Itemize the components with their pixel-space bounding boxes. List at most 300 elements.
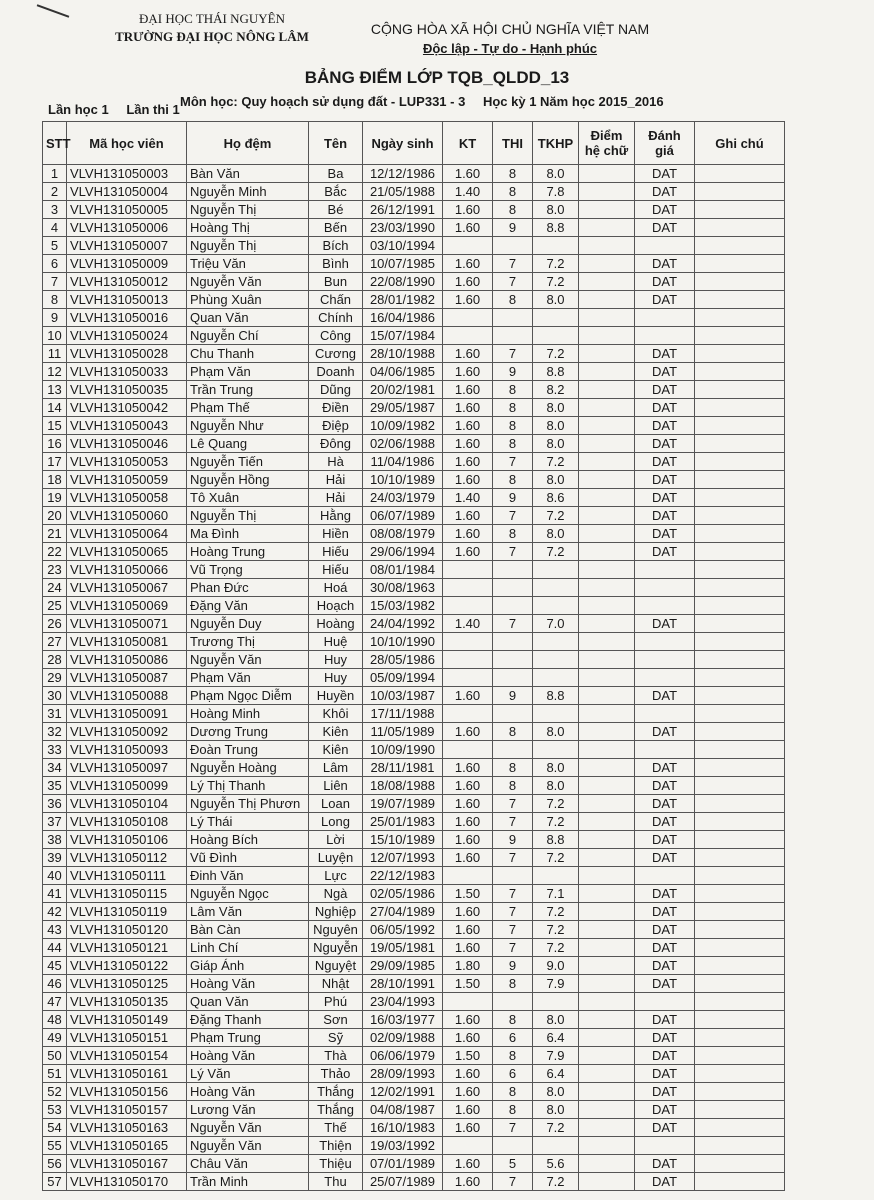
final-score-cell: 8.0 xyxy=(533,399,579,417)
letter-grade-cell xyxy=(579,597,635,615)
school-name: TRƯỜNG ĐẠI HỌC NÔNG LÂM xyxy=(115,29,309,44)
middle-name-cell: Lý Thị Thanh xyxy=(187,777,309,795)
letter-grade-cell xyxy=(579,777,635,795)
birth-date-cell: 10/10/1989 xyxy=(363,471,443,489)
student-id-cell: VLVH131050156 xyxy=(67,1083,187,1101)
final-score-cell: 8.8 xyxy=(533,687,579,705)
national-motto: Độc lập - Tự do - Hạnh phúc xyxy=(422,41,598,56)
exam-score-cell: 8 xyxy=(493,1047,533,1065)
table-row xyxy=(43,309,785,327)
first-name-cell: Lời xyxy=(309,831,363,849)
middle-name-cell: Ma Đình xyxy=(187,525,309,543)
table-row xyxy=(43,831,785,849)
semester-label: Học kỳ 1 Năm học 2015_2016 xyxy=(482,94,664,109)
final-score-cell: 8.6 xyxy=(533,489,579,507)
first-name-cell: Thắng xyxy=(309,1101,363,1119)
middle-name-cell: Đoàn Trung xyxy=(187,741,309,759)
letter-grade-cell xyxy=(579,525,635,543)
student-id-cell: VLVH131050112 xyxy=(67,849,187,867)
middle-name-cell: Giáp Ánh xyxy=(187,957,309,975)
evaluation-cell: DAT xyxy=(635,489,695,507)
birth-date-cell: 15/10/1989 xyxy=(363,831,443,849)
birth-date-cell: 21/05/1988 xyxy=(363,183,443,201)
note-cell xyxy=(695,561,785,579)
first-name-cell: Bun xyxy=(309,273,363,291)
final-score-cell: 7.1 xyxy=(533,885,579,903)
middle-name-cell: Tô Xuân xyxy=(187,489,309,507)
final-score-cell: 8.8 xyxy=(533,363,579,381)
middle-name-cell: Nguyễn Thị xyxy=(187,201,309,219)
evaluation-cell: DAT xyxy=(635,885,695,903)
evaluation-cell xyxy=(635,705,695,723)
col-letter-grade-header: Điểm hệ chữ xyxy=(579,122,635,165)
student-id-cell: VLVH131050135 xyxy=(67,993,187,1011)
exam-score-cell: 7 xyxy=(493,273,533,291)
evaluation-cell xyxy=(635,579,695,597)
table-row xyxy=(43,507,785,525)
note-cell xyxy=(695,1137,785,1155)
first-name-cell: Hiếu xyxy=(309,543,363,561)
evaluation-cell: DAT xyxy=(635,525,695,543)
birth-date-cell: 16/03/1977 xyxy=(363,1011,443,1029)
exam-session: Lần thi 1 xyxy=(126,102,180,117)
middle-name-cell: Nguyễn Văn xyxy=(187,651,309,669)
final-score-cell xyxy=(533,237,579,255)
kt-score-cell: 1.60 xyxy=(443,1083,493,1101)
table-row xyxy=(43,921,785,939)
birth-date-cell: 12/12/1986 xyxy=(363,165,443,183)
evaluation-cell: DAT xyxy=(635,921,695,939)
letter-grade-cell xyxy=(579,363,635,381)
first-name-cell: Bích xyxy=(309,237,363,255)
final-score-cell: 7.2 xyxy=(533,903,579,921)
kt-score-cell xyxy=(443,705,493,723)
kt-score-cell: 1.50 xyxy=(443,975,493,993)
middle-name-cell: Lý Thái xyxy=(187,813,309,831)
note-cell xyxy=(695,579,785,597)
row-number-cell: 36 xyxy=(43,795,67,813)
exam-score-cell xyxy=(493,597,533,615)
middle-name-cell: Nguyễn Văn xyxy=(187,273,309,291)
student-id-cell: VLVH131050028 xyxy=(67,345,187,363)
middle-name-cell: Hoàng Văn xyxy=(187,1083,309,1101)
birth-date-cell: 22/08/1990 xyxy=(363,273,443,291)
letter-grade-cell xyxy=(579,1173,635,1191)
middle-name-cell: Nguyễn Văn xyxy=(187,1137,309,1155)
exam-score-cell: 7 xyxy=(493,885,533,903)
first-name-cell: Bắc xyxy=(309,183,363,201)
evaluation-cell: DAT xyxy=(635,1047,695,1065)
letter-grade-cell xyxy=(579,1083,635,1101)
exam-score-cell: 8 xyxy=(493,777,533,795)
table-row xyxy=(43,903,785,921)
note-cell xyxy=(695,867,785,885)
final-score-cell: 8.0 xyxy=(533,291,579,309)
middle-name-cell: Phùng Xuân xyxy=(187,291,309,309)
first-name-cell: Hà xyxy=(309,453,363,471)
middle-name-cell: Hoàng Trung xyxy=(187,543,309,561)
middle-name-cell: Hoàng Văn xyxy=(187,1047,309,1065)
middle-name-cell: Phạm Văn xyxy=(187,669,309,687)
exam-score-cell xyxy=(493,561,533,579)
final-score-cell xyxy=(533,669,579,687)
kt-score-cell xyxy=(443,597,493,615)
row-number-cell: 9 xyxy=(43,309,67,327)
middle-name-cell: Triệu Văn xyxy=(187,255,309,273)
letter-grade-cell xyxy=(579,975,635,993)
kt-score-cell: 1.60 xyxy=(443,1155,493,1173)
institution-header xyxy=(82,10,342,46)
final-score-cell: 8.0 xyxy=(533,1083,579,1101)
first-name-cell: Điền xyxy=(309,399,363,417)
final-score-cell: 8.2 xyxy=(533,381,579,399)
first-name-cell: Lực xyxy=(309,867,363,885)
first-name-cell: Huệ xyxy=(309,633,363,651)
evaluation-cell: DAT xyxy=(635,543,695,561)
birth-date-cell: 04/06/1985 xyxy=(363,363,443,381)
final-score-cell: 7.2 xyxy=(533,939,579,957)
table-row xyxy=(43,291,785,309)
table-row xyxy=(43,201,785,219)
exam-score-cell: 7 xyxy=(493,1173,533,1191)
exam-score-cell: 8 xyxy=(493,1011,533,1029)
exam-score-cell: 6 xyxy=(493,1065,533,1083)
note-cell xyxy=(695,1011,785,1029)
row-number-cell: 43 xyxy=(43,921,67,939)
col-evaluation-header: Đánh giá xyxy=(635,122,695,165)
table-row xyxy=(43,453,785,471)
student-id-cell: VLVH131050069 xyxy=(67,597,187,615)
row-number-cell: 47 xyxy=(43,993,67,1011)
birth-date-cell: 28/11/1981 xyxy=(363,759,443,777)
exam-score-cell: 8 xyxy=(493,1101,533,1119)
row-number-cell: 5 xyxy=(43,237,67,255)
student-id-cell: VLVH131050125 xyxy=(67,975,187,993)
first-name-cell: Chấn xyxy=(309,291,363,309)
note-cell xyxy=(695,489,785,507)
note-cell xyxy=(695,1083,785,1101)
middle-name-cell: Lâm Văn xyxy=(187,903,309,921)
note-cell xyxy=(695,219,785,237)
letter-grade-cell xyxy=(579,1119,635,1137)
row-number-cell: 29 xyxy=(43,669,67,687)
first-name-cell: Nhật xyxy=(309,975,363,993)
kt-score-cell xyxy=(443,669,493,687)
note-cell xyxy=(695,1101,785,1119)
first-name-cell: Công xyxy=(309,327,363,345)
letter-grade-cell xyxy=(579,1029,635,1047)
birth-date-cell: 22/12/1983 xyxy=(363,867,443,885)
birth-date-cell: 27/04/1989 xyxy=(363,903,443,921)
row-number-cell: 42 xyxy=(43,903,67,921)
middle-name-cell: Nguyễn Thị Phươn xyxy=(187,795,309,813)
student-id-cell: VLVH131050046 xyxy=(67,435,187,453)
kt-score-cell: 1.60 xyxy=(443,813,493,831)
row-number-cell: 52 xyxy=(43,1083,67,1101)
evaluation-cell xyxy=(635,669,695,687)
exam-score-cell: 7 xyxy=(493,939,533,957)
letter-grade-cell xyxy=(579,291,635,309)
kt-score-cell: 1.60 xyxy=(443,435,493,453)
letter-grade-cell xyxy=(579,1155,635,1173)
row-number-cell: 18 xyxy=(43,471,67,489)
final-score-cell: 6.4 xyxy=(533,1029,579,1047)
first-name-cell: Long xyxy=(309,813,363,831)
first-name-cell: Cương xyxy=(309,345,363,363)
table-header-row xyxy=(43,122,785,165)
note-cell xyxy=(695,903,785,921)
letter-grade-cell xyxy=(579,795,635,813)
evaluation-cell: DAT xyxy=(635,615,695,633)
first-name-cell: Huy xyxy=(309,651,363,669)
table-row xyxy=(43,741,785,759)
kt-score-cell: 1.60 xyxy=(443,255,493,273)
student-id-cell: VLVH131050033 xyxy=(67,363,187,381)
exam-score-cell: 7 xyxy=(493,345,533,363)
kt-score-cell: 1.60 xyxy=(443,219,493,237)
evaluation-cell: DAT xyxy=(635,507,695,525)
final-score-cell: 7.9 xyxy=(533,1047,579,1065)
row-number-cell: 45 xyxy=(43,957,67,975)
row-number-cell: 56 xyxy=(43,1155,67,1173)
birth-date-cell: 25/01/1983 xyxy=(363,813,443,831)
final-score-cell: 7.2 xyxy=(533,507,579,525)
final-score-cell: 7.0 xyxy=(533,615,579,633)
row-number-cell: 20 xyxy=(43,507,67,525)
final-score-cell: 7.2 xyxy=(533,849,579,867)
kt-score-cell: 1.60 xyxy=(443,1119,493,1137)
student-id-cell: VLVH131050009 xyxy=(67,255,187,273)
student-id-cell: VLVH131050149 xyxy=(67,1011,187,1029)
first-name-cell: Hoá xyxy=(309,579,363,597)
evaluation-cell: DAT xyxy=(635,1083,695,1101)
table-row xyxy=(43,1137,785,1155)
letter-grade-cell xyxy=(579,309,635,327)
note-cell xyxy=(695,1065,785,1083)
kt-score-cell: 1.60 xyxy=(443,1065,493,1083)
row-number-cell: 11 xyxy=(43,345,67,363)
final-score-cell xyxy=(533,867,579,885)
student-id-cell: VLVH131050013 xyxy=(67,291,187,309)
evaluation-cell: DAT xyxy=(635,1173,695,1191)
table-row xyxy=(43,597,785,615)
middle-name-cell: Nguyễn Duy xyxy=(187,615,309,633)
first-name-cell: Dũng xyxy=(309,381,363,399)
evaluation-cell: DAT xyxy=(635,201,695,219)
page-title: BẢNG ĐIỂM LỚP TQB_QLDD_13 xyxy=(304,68,570,87)
evaluation-cell: DAT xyxy=(635,453,695,471)
evaluation-cell: DAT xyxy=(635,1155,695,1173)
letter-grade-cell xyxy=(579,471,635,489)
evaluation-cell: DAT xyxy=(635,1101,695,1119)
first-name-cell: Thiện xyxy=(309,1137,363,1155)
letter-grade-cell xyxy=(579,1065,635,1083)
birth-date-cell: 12/07/1993 xyxy=(363,849,443,867)
note-cell xyxy=(695,687,785,705)
table-row xyxy=(43,489,785,507)
birth-date-cell: 19/05/1981 xyxy=(363,939,443,957)
row-number-cell: 33 xyxy=(43,741,67,759)
table-row xyxy=(43,1083,785,1101)
table-row xyxy=(43,1011,785,1029)
kt-score-cell: 1.60 xyxy=(443,723,493,741)
col-student-id-header: Mã học viên xyxy=(67,122,187,165)
final-score-cell: 8.0 xyxy=(533,201,579,219)
exam-score-cell: 7 xyxy=(493,615,533,633)
final-score-cell: 8.0 xyxy=(533,417,579,435)
kt-score-cell: 1.60 xyxy=(443,1029,493,1047)
evaluation-cell: DAT xyxy=(635,795,695,813)
exam-score-cell: 7 xyxy=(493,507,533,525)
birth-date-cell: 29/09/1985 xyxy=(363,957,443,975)
final-score-cell xyxy=(533,705,579,723)
first-name-cell: Huyền xyxy=(309,687,363,705)
student-id-cell: VLVH131050058 xyxy=(67,489,187,507)
evaluation-cell: DAT xyxy=(635,183,695,201)
middle-name-cell: Chu Thanh xyxy=(187,345,309,363)
exam-score-cell xyxy=(493,579,533,597)
col-first-name-header: Tên xyxy=(309,122,363,165)
final-score-cell: 5.6 xyxy=(533,1155,579,1173)
table-row xyxy=(43,579,785,597)
evaluation-cell: DAT xyxy=(635,165,695,183)
first-name-cell: Kiên xyxy=(309,723,363,741)
kt-score-cell: 1.60 xyxy=(443,291,493,309)
birth-date-cell: 20/02/1981 xyxy=(363,381,443,399)
first-name-cell: Thu xyxy=(309,1173,363,1191)
birth-date-cell: 30/08/1963 xyxy=(363,579,443,597)
grade-table xyxy=(42,121,785,1191)
study-session: Lần học 1 xyxy=(48,102,109,117)
row-number-cell: 41 xyxy=(43,885,67,903)
kt-score-cell: 1.60 xyxy=(443,525,493,543)
birth-date-cell: 06/07/1989 xyxy=(363,507,443,525)
evaluation-cell xyxy=(635,633,695,651)
final-score-cell xyxy=(533,309,579,327)
exam-score-cell: 7 xyxy=(493,903,533,921)
student-id-cell: VLVH131050004 xyxy=(67,183,187,201)
first-name-cell: Hằng xyxy=(309,507,363,525)
table-row xyxy=(43,273,785,291)
student-id-cell: VLVH131050120 xyxy=(67,921,187,939)
row-number-cell: 21 xyxy=(43,525,67,543)
exam-score-cell: 8 xyxy=(493,165,533,183)
note-cell xyxy=(695,1155,785,1173)
final-score-cell: 8.8 xyxy=(533,219,579,237)
middle-name-cell: Phạm Ngọc Diễm xyxy=(187,687,309,705)
kt-score-cell: 1.60 xyxy=(443,939,493,957)
evaluation-cell xyxy=(635,1137,695,1155)
student-id-cell: VLVH131050106 xyxy=(67,831,187,849)
letter-grade-cell xyxy=(579,903,635,921)
note-cell xyxy=(695,939,785,957)
final-score-cell xyxy=(533,633,579,651)
first-name-cell: Bến xyxy=(309,219,363,237)
student-id-cell: VLVH131050157 xyxy=(67,1101,187,1119)
birth-date-cell: 06/06/1979 xyxy=(363,1047,443,1065)
middle-name-cell: Đinh Văn xyxy=(187,867,309,885)
subject-name: Môn học: Quy hoạch sử dụng đất - LUP331 - 3 xyxy=(180,94,466,109)
exam-score-cell: 8 xyxy=(493,525,533,543)
exam-score-cell: 5 xyxy=(493,1155,533,1173)
first-name-cell: Loan xyxy=(309,795,363,813)
letter-grade-cell xyxy=(579,345,635,363)
student-id-cell: VLVH131050154 xyxy=(67,1047,187,1065)
note-cell xyxy=(695,993,785,1011)
student-id-cell: VLVH131050064 xyxy=(67,525,187,543)
student-id-cell: VLVH131050006 xyxy=(67,219,187,237)
middle-name-cell: Nguyễn Hồng xyxy=(187,471,309,489)
birth-date-cell: 10/03/1987 xyxy=(363,687,443,705)
final-score-cell: 8.0 xyxy=(533,435,579,453)
birth-date-cell: 28/01/1982 xyxy=(363,291,443,309)
row-number-cell: 3 xyxy=(43,201,67,219)
note-cell xyxy=(695,669,785,687)
student-id-cell: VLVH131050093 xyxy=(67,741,187,759)
final-score-cell xyxy=(533,597,579,615)
kt-score-cell: 1.60 xyxy=(443,1101,493,1119)
table-row xyxy=(43,345,785,363)
kt-score-cell: 1.60 xyxy=(443,921,493,939)
student-id-cell: VLVH131050042 xyxy=(67,399,187,417)
exam-score-cell xyxy=(493,237,533,255)
table-row xyxy=(43,885,785,903)
letter-grade-cell xyxy=(579,237,635,255)
evaluation-cell xyxy=(635,561,695,579)
table-row xyxy=(43,1101,785,1119)
table-row xyxy=(43,237,785,255)
col-note-header: Ghi chú xyxy=(695,122,785,165)
student-id-cell: VLVH131050088 xyxy=(67,687,187,705)
evaluation-cell: DAT xyxy=(635,1029,695,1047)
middle-name-cell: Phạm Văn xyxy=(187,363,309,381)
note-cell xyxy=(695,957,785,975)
student-id-cell: VLVH131050043 xyxy=(67,417,187,435)
letter-grade-cell xyxy=(579,885,635,903)
exam-score-cell xyxy=(493,705,533,723)
exam-score-cell: 9 xyxy=(493,831,533,849)
row-number-cell: 48 xyxy=(43,1011,67,1029)
exam-score-cell xyxy=(493,1137,533,1155)
table-row xyxy=(43,705,785,723)
evaluation-cell: DAT xyxy=(635,939,695,957)
first-name-cell: Kiên xyxy=(309,741,363,759)
exam-score-cell: 8 xyxy=(493,201,533,219)
table-row xyxy=(43,1065,785,1083)
note-cell xyxy=(695,813,785,831)
birth-date-cell: 02/09/1988 xyxy=(363,1029,443,1047)
table-row xyxy=(43,813,785,831)
kt-score-cell: 1.60 xyxy=(443,759,493,777)
letter-grade-cell xyxy=(579,687,635,705)
middle-name-cell: Bàn Văn xyxy=(187,165,309,183)
letter-grade-cell xyxy=(579,219,635,237)
kt-score-cell: 1.40 xyxy=(443,183,493,201)
letter-grade-cell xyxy=(579,381,635,399)
row-number-cell: 8 xyxy=(43,291,67,309)
kt-score-cell: 1.60 xyxy=(443,417,493,435)
final-score-cell: 8.0 xyxy=(533,165,579,183)
birth-date-cell: 10/10/1990 xyxy=(363,633,443,651)
col-kt-header: KT xyxy=(443,122,493,165)
middle-name-cell: Vũ Đình xyxy=(187,849,309,867)
kt-score-cell: 1.60 xyxy=(443,687,493,705)
first-name-cell: Hiếu xyxy=(309,561,363,579)
evaluation-cell: DAT xyxy=(635,975,695,993)
evaluation-cell: DAT xyxy=(635,291,695,309)
note-cell xyxy=(695,417,785,435)
birth-date-cell: 28/10/1991 xyxy=(363,975,443,993)
